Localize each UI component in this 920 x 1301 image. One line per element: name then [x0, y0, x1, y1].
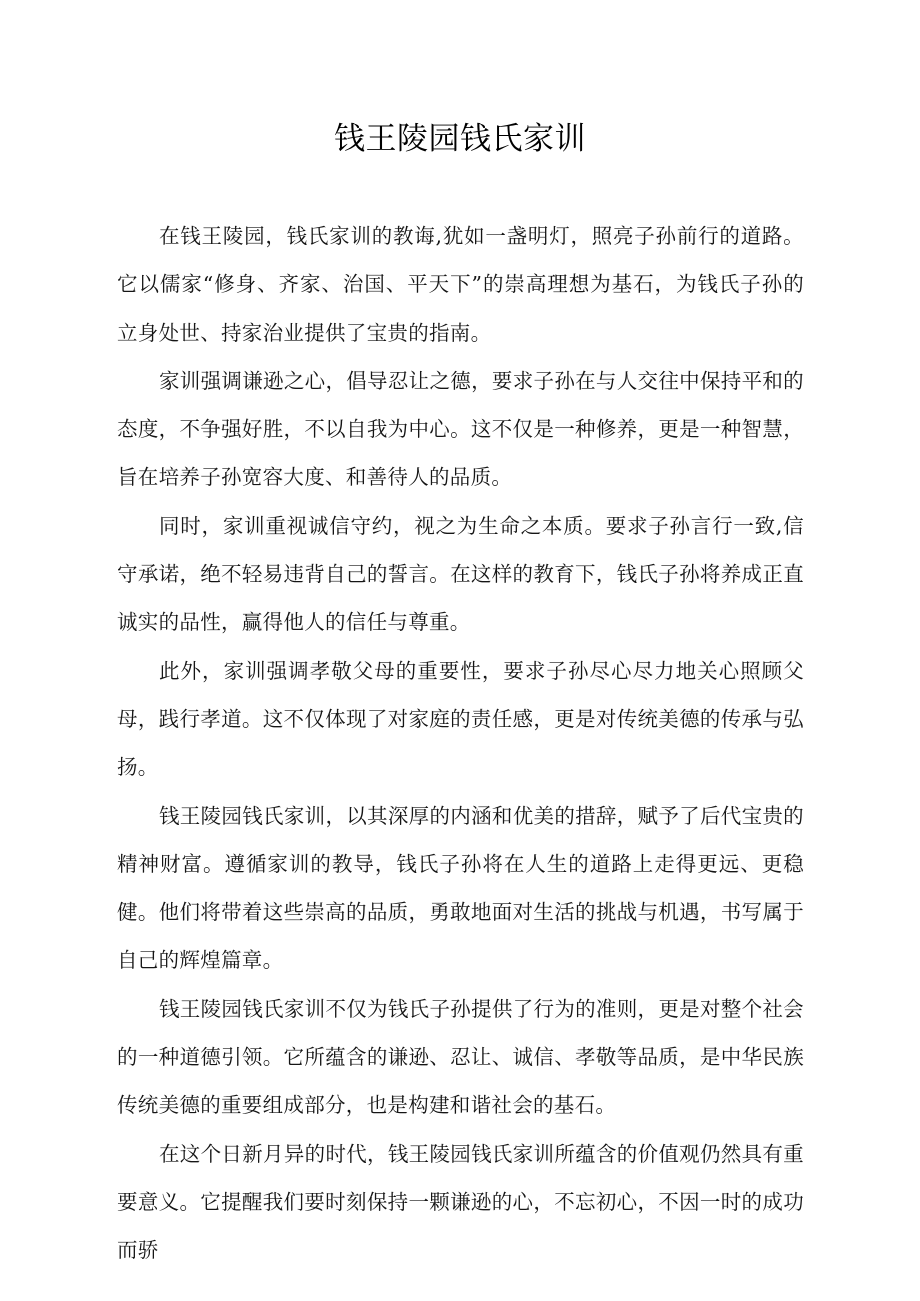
- paragraph-7: 在这个日新月异的时代，钱王陵园钱氏家训所蕴含的价值观仍然具有重要意义。它提醒我们要时刻保持一颗谦逊的心，不忘初心，不因一时的成功而骄: [117, 1141, 804, 1263]
- paragraph-5: 钱王陵园钱氏家训，以其深厚的内涵和优美的措辞，赋予了后代宝贵的精神财富。遵循家训的教导，钱氏子孙将在人生的道路上走得更远、更稳健。他们将带着这些崇高的品质，勇敢地面对生活的挑战与机遇，书写属于自己的辉煌篇章。: [117, 803, 804, 973]
- paragraph-6: 钱王陵园钱氏家训不仅为钱氏子孙提供了行为的准则，更是对整个社会的一种道德引领。它所蕴含的谦逊、忍让、诚信、孝敬等品质，是中华民族传统美德的重要组成部分，也是构建和谐社会的基石。: [117, 996, 804, 1118]
- paragraph-2: 家训强调谦逊之心，倡导忍让之德，要求子孙在与人交往中保持平和的态度，不争强好胜，不以自我为中心。这不仅是一种修养，更是一种智慧，旨在培养子孙宽容大度、和善待人的品质。: [117, 368, 804, 490]
- paragraph-3: 同时，家训重视诚信守约，视之为生命之本质。要求子孙言行一致,信守承诺，绝不轻易违背自己的誓言。在这样的教育下，钱氏子孙将养成正直诚实的品性，赢得他人的信任与尊重。: [117, 513, 804, 635]
- paragraph-4: 此外，家训强调孝敬父母的重要性，要求子孙尽心尽力地关心照顾父母，践行孝道。这不仅体现了对家庭的责任感，更是对传统美德的传承与弘扬。: [117, 658, 804, 780]
- paragraph-1: 在钱王陵园，钱氏家训的教诲,犹如一盏明灯，照亮子孙前行的道路。它以儒家“修身、齐家、治国、平天下”的崇高理想为基石，为钱氏子孙的立身处世、持家治业提供了宝贵的指南。: [117, 224, 804, 345]
- document-body: [117, 212, 804, 1275]
- document-title: 钱王陵园钱氏家训: [334, 121, 586, 157]
